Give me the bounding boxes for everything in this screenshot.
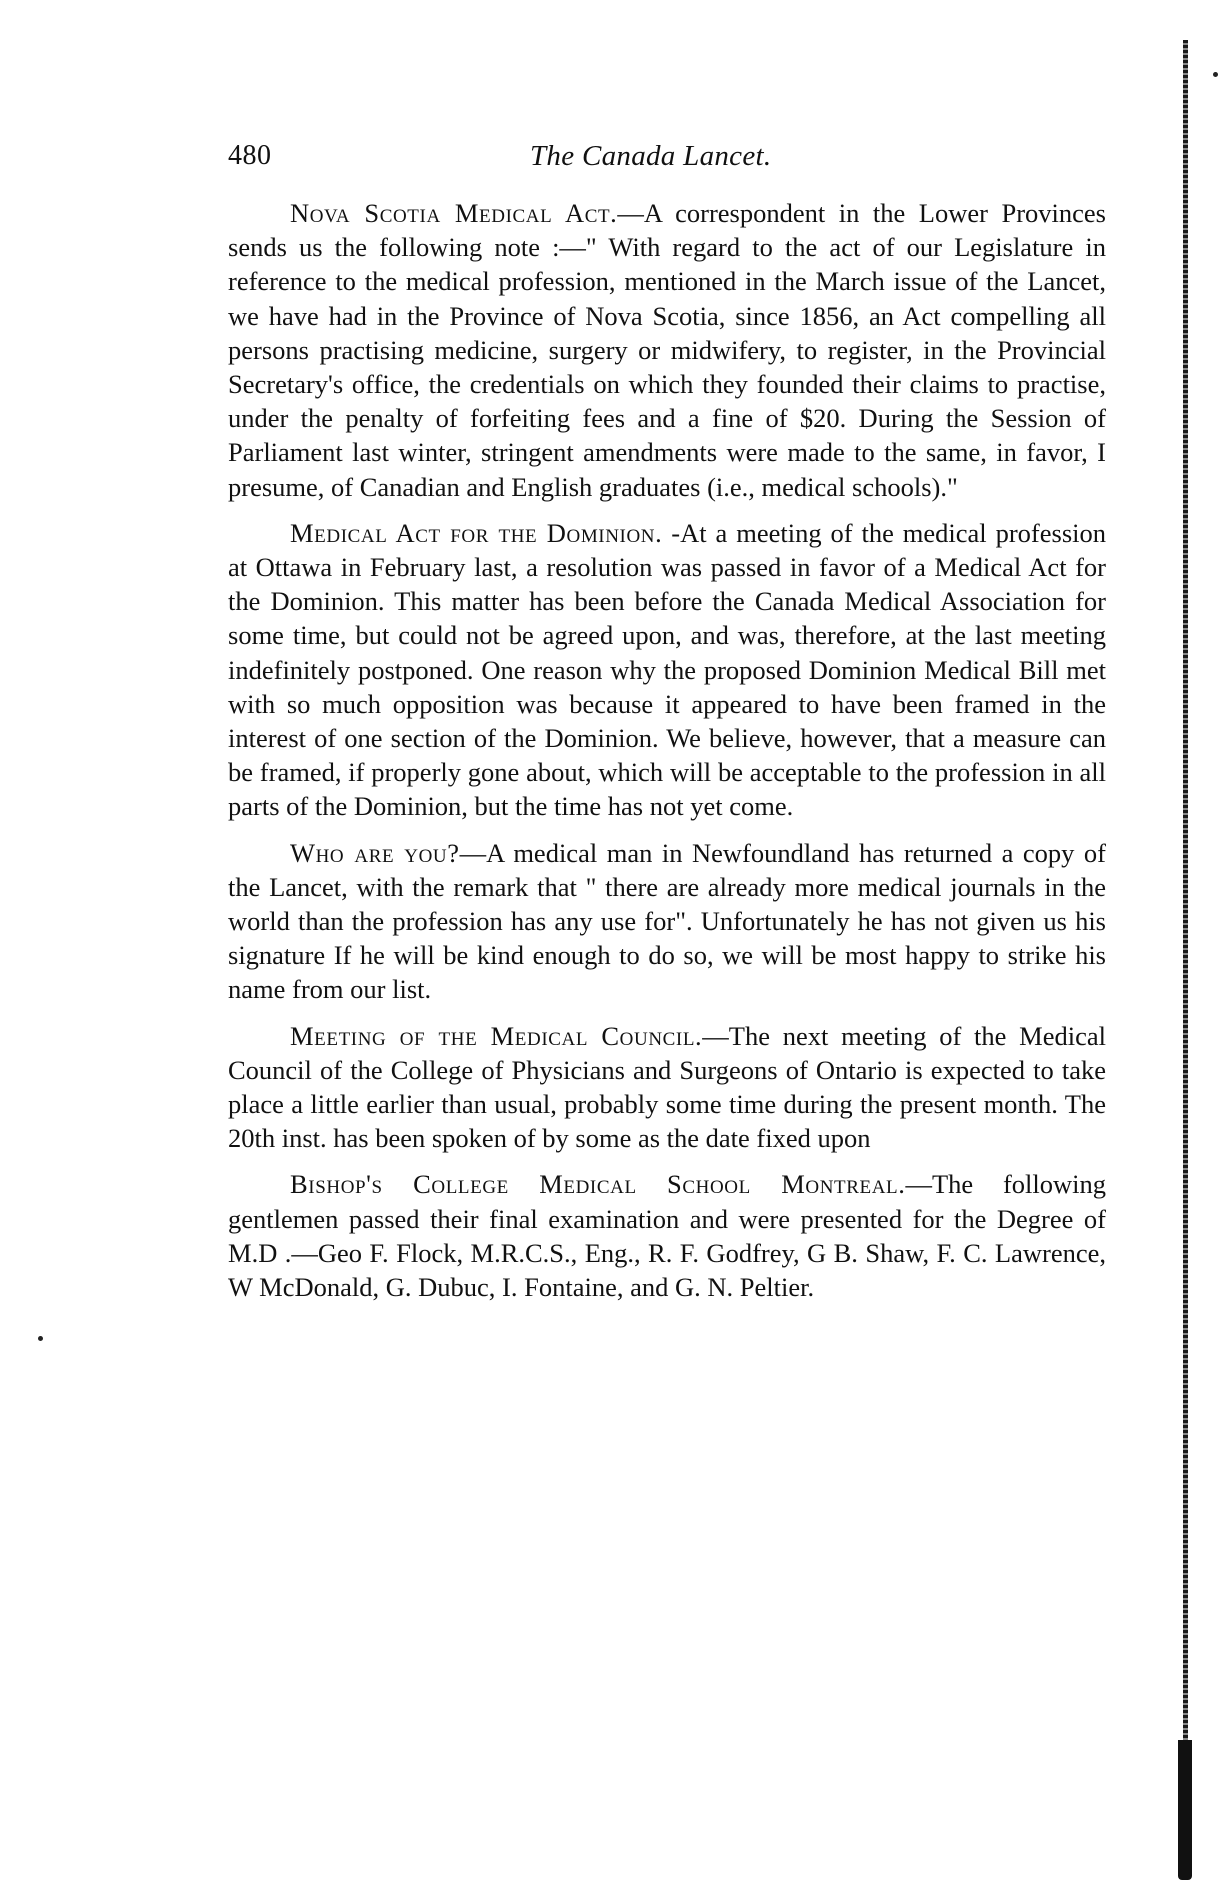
paragraph-medical-act-dominion bbox=[228, 516, 1106, 824]
paragraph-heading: Medical Act for the Dominion. bbox=[290, 517, 663, 548]
paragraph-heading: Who are you? bbox=[290, 837, 460, 868]
paragraph-medical-council-meeting bbox=[228, 1019, 1106, 1156]
paragraph-heading: Meeting of the Medical Council. bbox=[290, 1020, 703, 1051]
article-body bbox=[228, 196, 1106, 1304]
paragraph-bishops-college bbox=[228, 1167, 1106, 1304]
running-title: The Canada Lancet. bbox=[530, 140, 772, 172]
scan-speck bbox=[1213, 72, 1218, 77]
page-header bbox=[228, 140, 1128, 180]
binding-foot bbox=[1178, 1740, 1192, 1880]
paragraph-heading: Bishop's College Medical School Montreal. bbox=[290, 1169, 906, 1200]
binding-rule bbox=[1183, 40, 1188, 1880]
scan-speck bbox=[38, 1336, 43, 1341]
paragraph-heading: Nova Scotia Medical Act. bbox=[290, 198, 618, 228]
paragraph-text: —The next meeting of the Medical Council of the College of Physicians and Surgeons of Ontario is expected to take place a little earlier than usual, probably some time during the present month. The 20th inst. has been spoken of by some as the date fixed upon bbox=[228, 1020, 1106, 1154]
paragraph-text: -At a meeting of the medical profession at Ottawa in February last, a resolution was passed in favor of a Medical Act for the Dominion. This matter has been before the Canada Medical Association for some time, but could not be agreed upon, and was, therefore, at the last meeting indefinitely postponed. One reason why the proposed Dominion Medical Bill met with so much opposition was because it appeared to have been framed in the interest of one section of the Dominion. We believe, however, that a measure can be framed, if properly gone about, which will be acceptable to the profession in all parts of the Dominion, but the time has not yet come. bbox=[228, 517, 1106, 822]
page-number: 480 bbox=[228, 140, 272, 171]
paragraph-nova-scotia-medical-act bbox=[228, 196, 1106, 504]
paragraph-text: —A correspondent in the Lower Provinces sends us the following note :—" With regard to the act of our Legislature in reference to the medical profession, mentioned in the March issue of the Lancet, we have had in the Province of Nova Scotia, since 1856, an Act compelling all persons practising medicine, surgery or midwifery, to register, in the Provincial Secretary's office, the credentials on which they founded their claims to practise, under the penalty of forfeiting fees and a fine of $20. During the Session of Parliament last winter, stringent amendments were made to the same, in favor, I presume, of Canadian and English graduates (i.e., medical schools)." bbox=[228, 198, 1106, 502]
book-binding-edge bbox=[1180, 40, 1194, 1880]
paragraph-text: —The following gentlemen passed their final examination and were presented for the Degree of M.D .—Geo F. Flock, M.R.C.S., Eng., R. F. Godfrey, G B. Shaw, F. C. Lawrence, W McDonald, G. Dubuc, I. Fontaine, and G. N. Peltier. bbox=[228, 1169, 1106, 1303]
paragraph-text: —A medical man in Newfoundland has returned a copy of the Lancet, with the remark that " there are already more medical journals in the world than the profession has any use for". Unfortunately he has not given us his signature If he will be kind enough to do so, we will be most happy to strike his name from our list. bbox=[228, 837, 1106, 1005]
paragraph-who-are-you bbox=[228, 836, 1106, 1007]
